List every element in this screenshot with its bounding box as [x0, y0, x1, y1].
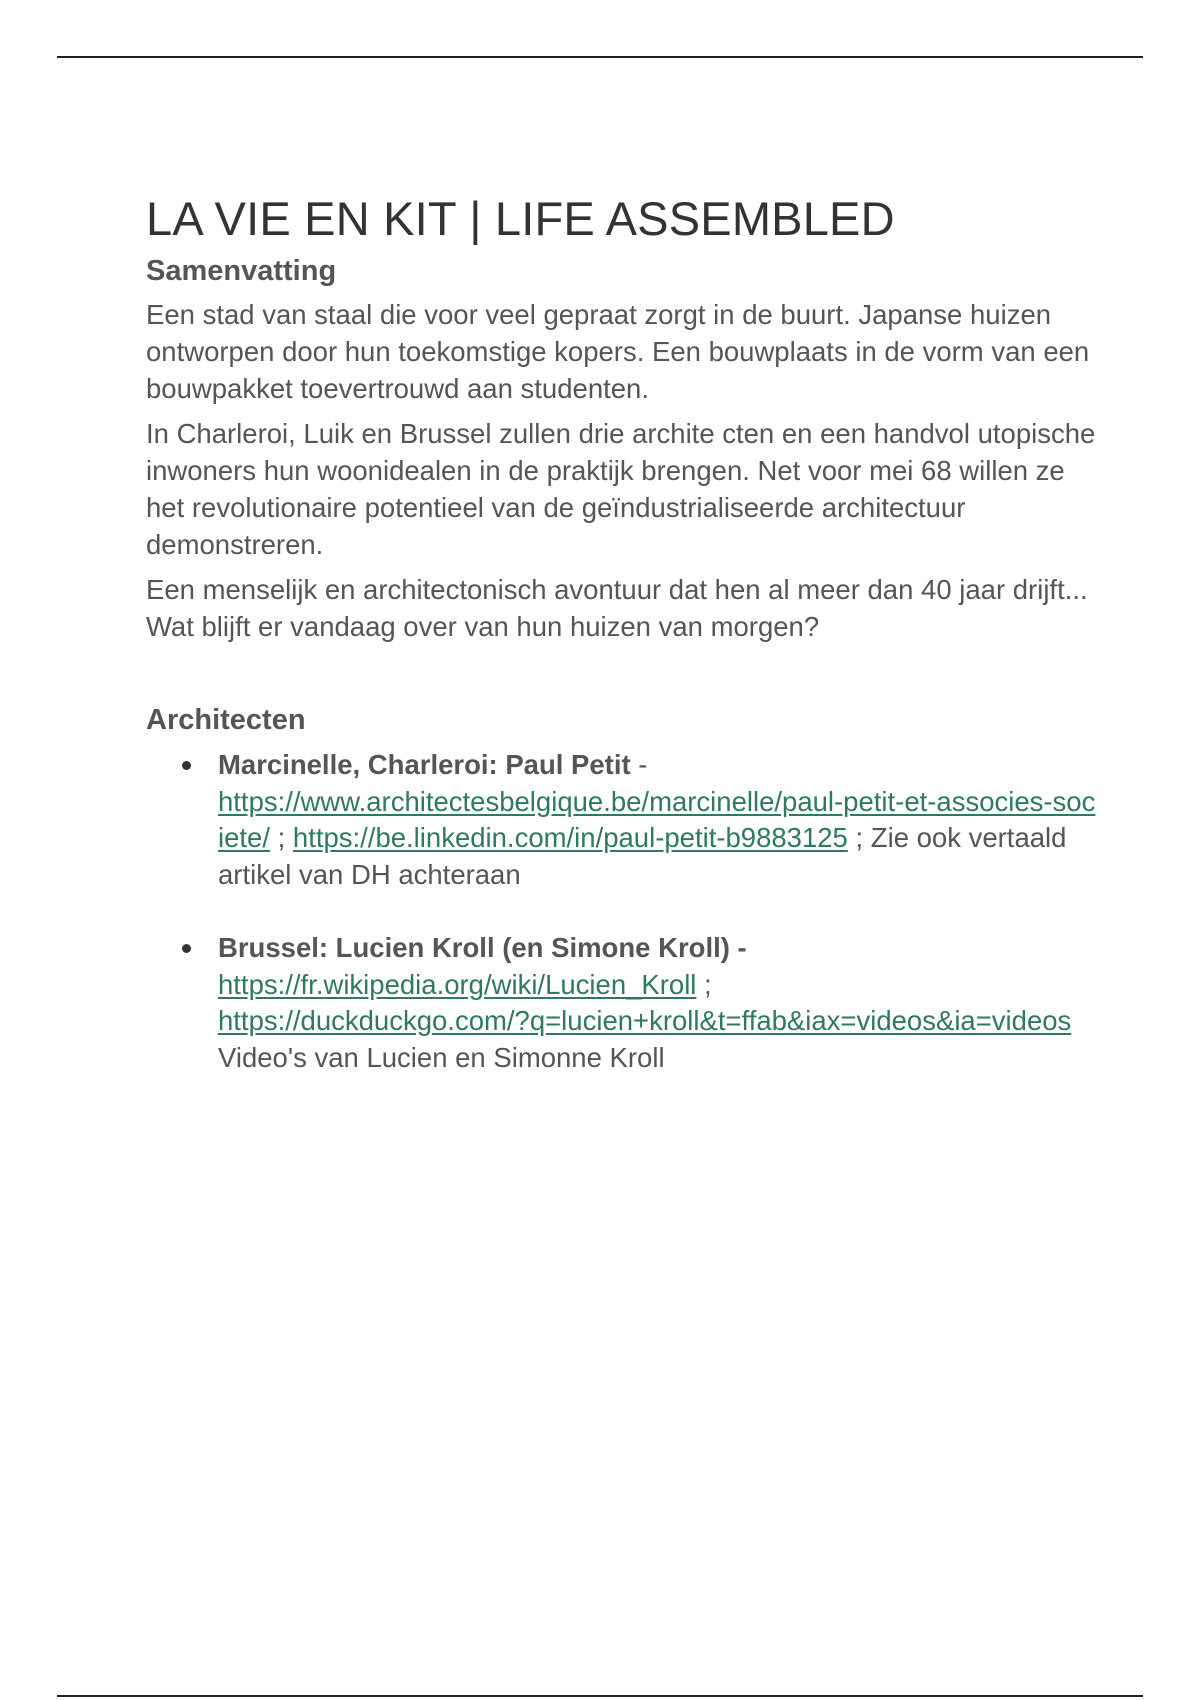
top-rule: [57, 56, 1143, 58]
bullet-icon: [182, 944, 191, 953]
summary-paragraph-2: In Charleroi, Luik en Brussel zullen drie archite cten en een handvol utopische inwoners hun woonidealen in de praktijk brengen. Net voor mei 68 willen ze het revolutionaire potentieel van de geïndustrialiseerde architectuur demonstreren.: [146, 418, 1096, 560]
bullet-icon: [182, 761, 191, 770]
duckduckgo-videos-link[interactable]: https://duckduckgo.com/?q=lucien+kroll&t=ffab&iax=videos&ia=videos: [218, 1005, 1072, 1036]
summary-heading: Samenvatting: [146, 255, 337, 287]
architect-note: ; Zie ook vertaald artikel van DH achteraan: [218, 822, 1067, 890]
link-separator: ;: [269, 822, 293, 853]
summary-paragraph-1: Een stad van staal die voor veel gepraat zorgt in de buurt. Japanse huizen ontworpen door hun toekomstige kopers. Een bouwplaats in de vorm van een bouwpakket toevertrouwd aan studenten.: [146, 299, 1090, 404]
summary-paragraph-3: Een menselijk en architectonisch avontuur dat hen al meer dan 40 jaar drijft... Wat blijft er vandaag over van hun huizen van morgen?: [146, 574, 1088, 642]
architect-item-paul-petit: [146, 747, 1096, 893]
architectesbelgique-link[interactable]: https://www.architectesbelgique.be/marcinelle/paul-petit-et-associes-societe/: [218, 785, 1096, 853]
wikipedia-link[interactable]: https://fr.wikipedia.org/wiki/Lucien_Kroll: [218, 968, 697, 1000]
linkedin-link[interactable]: https://be.linkedin.com/in/paul-petit-b9883125: [292, 822, 848, 853]
link-separator: ;: [696, 968, 712, 1000]
architect-name: Marcinelle, Charleroi: Paul Petit: [218, 749, 631, 780]
architect-name: Brussel: Lucien Kroll (en Simone Kroll) -: [218, 932, 747, 963]
architect-item-lucien-kroll: [146, 930, 1096, 1076]
document-title: LA VIE EN KIT | LIFE ASSEMBLED: [146, 192, 895, 245]
architect-note: Video's van Lucien en Simonne Kroll: [218, 1041, 665, 1073]
architects-heading: Architecten: [146, 704, 306, 736]
architects-list: [146, 747, 1096, 1076]
name-separator: -: [630, 749, 648, 780]
document-body: [146, 190, 1096, 1113]
bottom-rule: [57, 1695, 1143, 1697]
